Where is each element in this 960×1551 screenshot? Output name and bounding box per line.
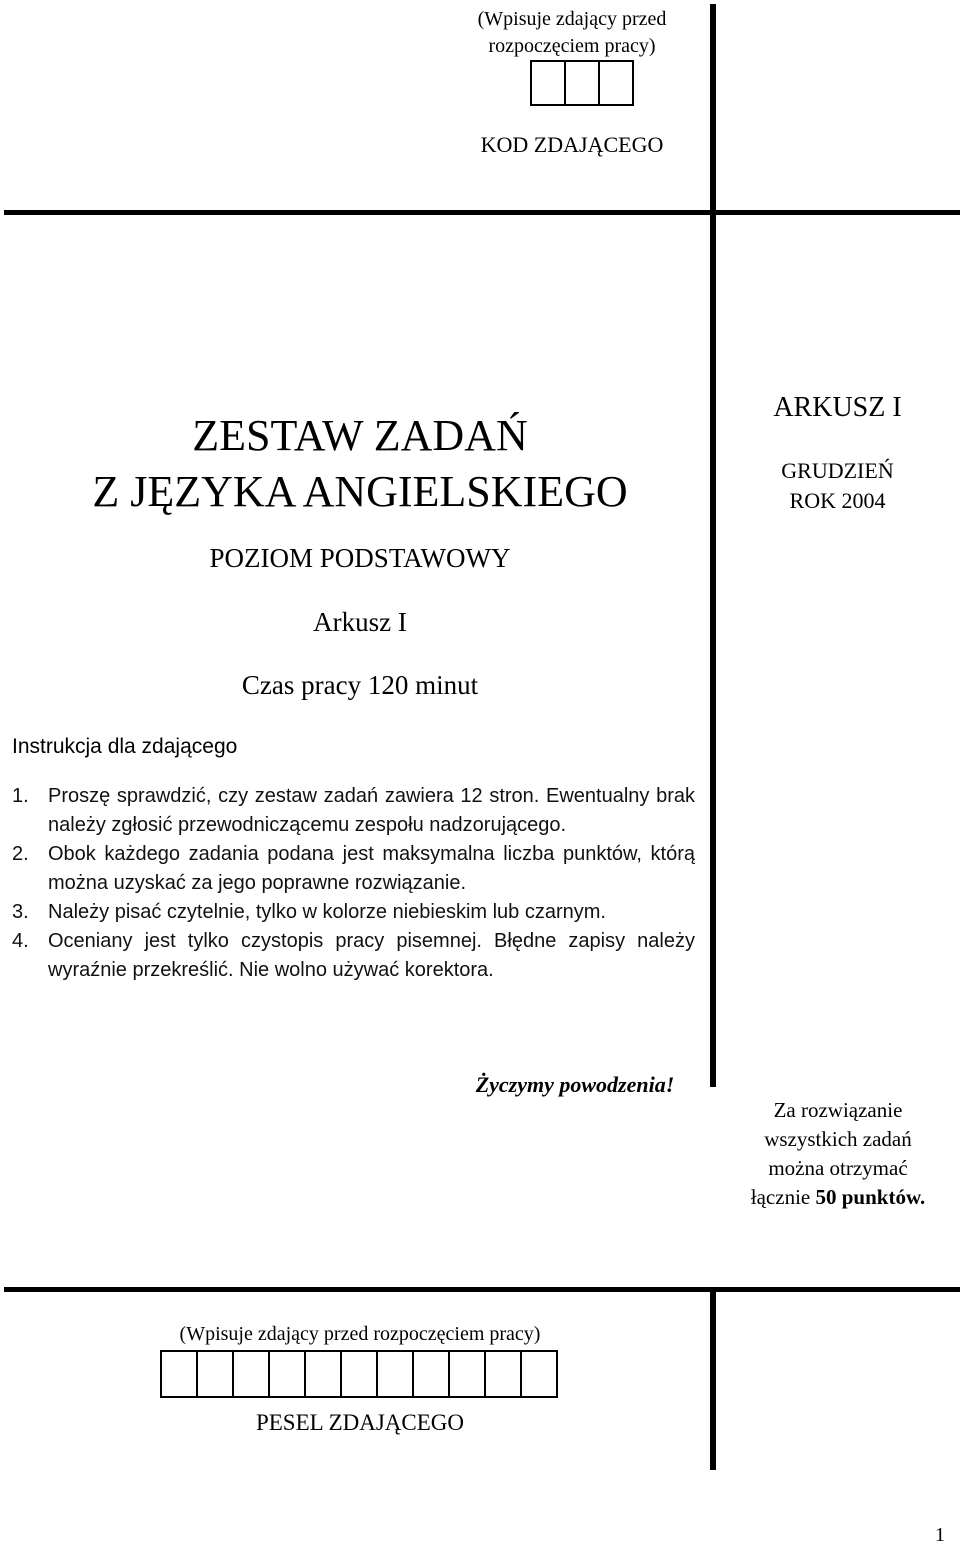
code-boxes[interactable] xyxy=(530,60,634,106)
item-text: Obok każdego zadania podana jest maksymalna liczba punktów, którą można uzyskać za jego poprawne rozwiązanie. xyxy=(48,843,695,894)
pesel-box[interactable] xyxy=(268,1350,306,1398)
list-item xyxy=(12,898,695,927)
horizontal-divider-top xyxy=(4,210,960,215)
item-text: Należy pisać czytelnie, tylko w kolorze niebieskim lub czarnym. xyxy=(48,901,606,923)
pesel-instruction-note: (Wpisuje zdający przed rozpoczęciem pracy) xyxy=(179,1323,541,1345)
points-line3: można otrzymać xyxy=(768,1156,908,1180)
horizontal-divider-bottom xyxy=(4,1287,960,1292)
pesel-box[interactable] xyxy=(448,1350,486,1398)
side-year: ROK 2004 xyxy=(789,488,886,513)
exam-title xyxy=(20,408,700,520)
code-box[interactable] xyxy=(598,60,634,106)
pesel-label: PESEL ZDAJĄCEGO xyxy=(255,1410,465,1435)
points-line4 xyxy=(722,1183,954,1212)
item-text: Proszę sprawdzić, czy zestaw zadań zawiera 12 stron. Ewentualny brak należy zgłosić przewodniczącemu zespołu nadzorującego. xyxy=(48,785,695,836)
exam-title-line1: ZESTAW ZADAŃ xyxy=(192,411,528,460)
exam-level: POZIOM PODSTAWOWY xyxy=(209,543,511,573)
pesel-box[interactable] xyxy=(304,1350,342,1398)
item-number: 3. xyxy=(12,901,29,923)
points-note xyxy=(722,1096,954,1212)
item-number: 2. xyxy=(12,843,29,865)
pesel-box[interactable] xyxy=(196,1350,234,1398)
points-line1: Za rozwiązanie xyxy=(773,1098,903,1122)
instructions-list xyxy=(12,782,695,985)
list-item xyxy=(12,782,695,840)
item-text: Oceniany jest tylko czystopis pracy pisemnej. Błędne zapisy należy wyraźnie przekreślić. Nie wolno używać korektora. xyxy=(48,930,695,981)
pesel-box[interactable] xyxy=(160,1350,198,1398)
item-number: 4. xyxy=(12,930,29,952)
pesel-box[interactable] xyxy=(412,1350,450,1398)
pesel-box[interactable] xyxy=(520,1350,558,1398)
code-box[interactable] xyxy=(530,60,566,106)
points-total: 50 punktów. xyxy=(815,1185,926,1209)
code-box[interactable] xyxy=(564,60,600,106)
instructions-title: Instrukcja dla zdającego xyxy=(12,735,238,758)
code-instruction-note: (Wpisuje zdający przed rozpoczęciem pracy) xyxy=(477,8,667,57)
pesel-box[interactable] xyxy=(484,1350,522,1398)
exam-time: Czas pracy 120 minut xyxy=(241,670,479,700)
pesel-box[interactable] xyxy=(376,1350,414,1398)
list-item xyxy=(12,840,695,898)
pesel-box[interactable] xyxy=(232,1350,270,1398)
good-luck-message: Życzymy powodzenia! xyxy=(475,1072,675,1097)
code-label: KOD ZDAJĄCEGO xyxy=(480,132,664,157)
item-number: 1. xyxy=(12,785,29,807)
exam-sheet: Arkusz I xyxy=(313,607,407,637)
points-line4-prefix: łącznie xyxy=(750,1185,816,1209)
side-sheet-label: ARKUSZ I xyxy=(773,392,902,423)
exam-title-line2: Z JĘZYKA ANGIELSKIEGO xyxy=(92,467,628,516)
pesel-box[interactable] xyxy=(340,1350,378,1398)
side-date xyxy=(730,456,945,516)
side-month: GRUDZIEŃ xyxy=(781,458,894,483)
points-line2: wszystkich zadań xyxy=(764,1127,912,1151)
page-number: 1 xyxy=(935,1524,945,1546)
vertical-divider-top xyxy=(710,4,716,1087)
vertical-divider-bottom xyxy=(710,1290,716,1470)
list-item xyxy=(12,927,695,985)
pesel-boxes[interactable] xyxy=(160,1350,558,1398)
